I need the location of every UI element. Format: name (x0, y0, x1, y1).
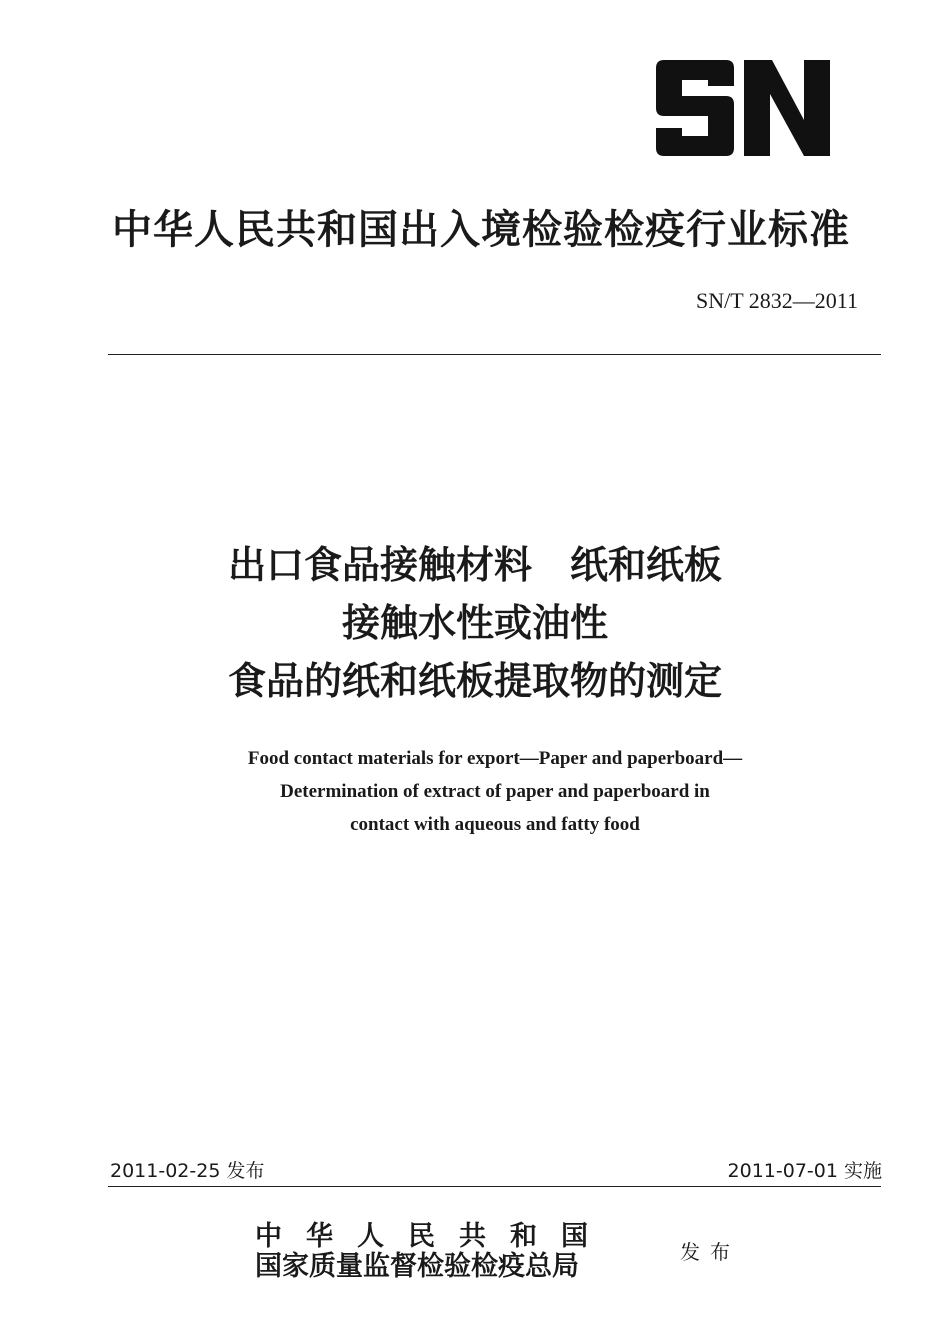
publisher-line-2: 国家质量监督检验检疫总局 (255, 1251, 579, 1282)
english-title-line-3: contact with aqueous and fatty food (350, 814, 640, 835)
publish-label: 发布 (680, 1240, 740, 1264)
chinese-title (0, 536, 950, 710)
issue-date: 2011-02-25 发布 (110, 1160, 265, 1182)
chinese-title-line-3: 食品的纸和纸板提取物的测定 (227, 659, 722, 703)
standard-code: SN/T 2832—2011 (696, 288, 858, 313)
english-title (0, 742, 950, 841)
publisher-block (255, 1222, 612, 1282)
issuing-authority: 中华人民共和国出入境检验检疫行业标准 (112, 207, 850, 253)
chinese-title-line-1: 出口食品接触材料 纸和纸板 (227, 543, 722, 587)
english-title-line-2: Determination of extract of paper and paperboard in (280, 781, 710, 802)
english-title-line-1: Food contact materials for export—Paper and paperboard— (247, 748, 743, 769)
bottom-divider (108, 1186, 881, 1187)
implementation-date: 2011-07-01 实施 (727, 1160, 882, 1182)
publisher-line-1: 中华人民共和国 (255, 1221, 612, 1252)
sn-logo (648, 58, 834, 158)
chinese-title-line-2: 接触水性或油性 (341, 601, 608, 645)
top-divider (108, 354, 881, 355)
